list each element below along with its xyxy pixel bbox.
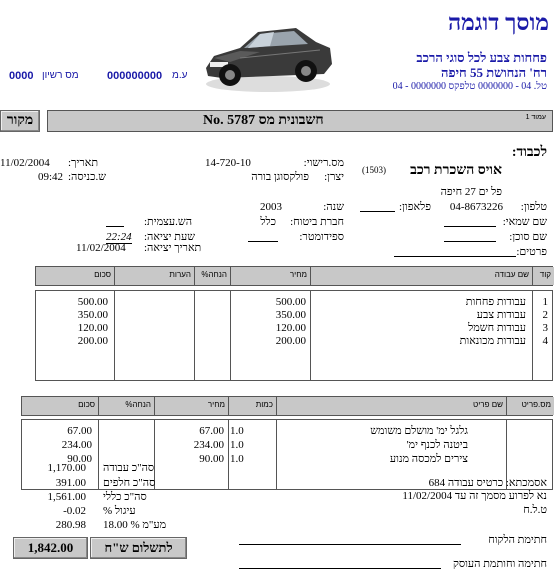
part-qty: 1.0	[230, 425, 244, 437]
plate-label: מס.רישוי:	[303, 157, 344, 169]
work-table-row	[36, 322, 552, 335]
total-overall-label: סה"כ כללי	[103, 491, 147, 503]
work-table-row	[36, 335, 552, 348]
part-price: 67.00	[199, 425, 224, 437]
work-header-total: סכום	[36, 267, 114, 285]
parts-header-qty: כמות	[228, 397, 276, 415]
mobile-label: פלאפון:	[399, 201, 431, 213]
part-total: 234.00	[61, 439, 92, 451]
work-header-notes: הערות	[114, 267, 194, 285]
license-label: מס רשיון	[42, 70, 79, 81]
part-name: צירים למכסה מנוע	[389, 453, 468, 465]
total-overall-value: 1,561.00	[47, 491, 86, 503]
company-tagline: פחחות צבע לכל סוגי הרכב	[416, 50, 547, 65]
work-price: 200.00	[275, 335, 306, 347]
vat-label: מע"מ % 18.00	[103, 519, 167, 531]
work-name: עבודות חשמל	[468, 322, 526, 334]
work-total: 200.00	[77, 335, 108, 347]
part-qty: 1.0	[230, 453, 244, 465]
license-number: 0000	[9, 70, 34, 82]
amount-due-box: 1,842.00	[13, 537, 88, 559]
maker-label: יצרן:	[324, 171, 344, 183]
original-button[interactable]: מקור	[0, 110, 40, 132]
part-name: גלגל ימ' מושלם משומש	[370, 425, 468, 437]
amount-due-label: לתשלום ש"ח	[90, 537, 187, 559]
parts-header-name: שם פריט	[276, 397, 506, 415]
parts-table-row	[22, 453, 552, 466]
customer-code: (1503)	[362, 165, 386, 175]
rounding-label: עיגול %	[103, 505, 136, 517]
parts-header-discount: הנחה%	[98, 397, 154, 415]
vat-value: 280.98	[55, 519, 86, 531]
parts-header-price: מחיר	[154, 397, 228, 415]
company-contact: טל. 04 - 0000000 טלפקס 0000000 - 04	[392, 81, 547, 92]
part-price: 90.00	[199, 453, 224, 465]
date-label: תאריך:	[68, 157, 99, 169]
entry-time-value: 09:42	[38, 171, 64, 183]
parts-table-row	[22, 425, 552, 438]
page-number: עמוד 1	[525, 114, 546, 121]
part-price: 234.00	[193, 439, 224, 451]
phone-label: טלפון:	[520, 201, 547, 213]
work-header-name: שם עבודה	[310, 267, 532, 285]
company-address: רח' הנחושת 55 חיפה	[441, 65, 547, 80]
customer-address: פל ים 27 חיפה	[440, 186, 502, 198]
year-value: 2003	[260, 201, 282, 213]
work-price: 350.00	[275, 309, 306, 321]
business-signature-label: חתימה וחותמת העוסק	[452, 558, 547, 570]
exit-date-label: תאריך יציאה:	[144, 242, 202, 254]
work-code: 3	[542, 322, 548, 334]
work-total: 120.00	[77, 322, 108, 334]
date-value: 11/02/2004	[0, 157, 50, 169]
total-work-label: סה"כ עבודה	[103, 462, 155, 474]
agent-label: שם סוכן:	[509, 231, 547, 243]
work-header-discount: הנחה%	[194, 267, 230, 285]
business-id-label: ע.מ	[172, 70, 188, 81]
appraiser-field	[444, 226, 496, 227]
invoice-title: חשבונית מס No. 5787	[203, 113, 324, 128]
odometer-label: ספידומטר:	[299, 231, 344, 243]
parts-table-header	[21, 396, 553, 416]
work-price: 500.00	[275, 296, 306, 308]
work-header-code: קוד	[532, 267, 554, 285]
part-name: ביטנה לכנף ימ'	[406, 439, 468, 451]
parts-table-row	[22, 439, 552, 452]
entry-time-label: ש.כניסה:	[68, 171, 107, 183]
total-parts-label: סה"כ חלפים	[103, 477, 156, 489]
parts-header-total: סכום	[22, 397, 98, 415]
work-code: 2	[542, 309, 548, 321]
invoice-title-bar	[47, 110, 553, 132]
work-table-row	[36, 309, 552, 322]
maker-value: פולקסוגן בורה	[251, 171, 309, 183]
part-qty: 1.0	[230, 439, 244, 451]
work-code: 4	[542, 335, 548, 347]
company-name: מוסך דוגמה	[447, 10, 549, 35]
phone-value: 04-8673226	[449, 201, 503, 213]
agent-field	[444, 241, 496, 242]
to-label: לכבוד:	[511, 145, 547, 160]
insurer-value: כלל	[260, 216, 276, 228]
rounding-value: -0.02	[63, 505, 86, 517]
details-field	[394, 256, 516, 257]
details-label: פרטים:	[516, 246, 547, 258]
work-code: 1	[542, 296, 548, 308]
note-ebe: ט.ל.ח	[523, 504, 547, 516]
exit-time-label: שעת יציאה:	[144, 231, 195, 243]
customer-signature-label: חתימת הלקוח	[488, 534, 547, 546]
plate-value: 14-720-10	[205, 157, 251, 169]
car-logo-image	[200, 18, 335, 96]
work-total: 500.00	[77, 296, 108, 308]
customer-name: אויס השכרת רכב	[410, 163, 502, 178]
work-name: עבודות צבע	[476, 309, 526, 321]
appraiser-label: שם שמאי:	[502, 216, 547, 228]
year-label: שנה:	[323, 201, 344, 213]
odometer-field	[248, 241, 278, 242]
note-due-date: נא לפרוע מסמך זה עד 11/02/2004	[402, 490, 547, 502]
self-part-label: הש.עצמית:	[144, 216, 193, 228]
note-reference: אסמכתא: כרטיס עבודה 684	[428, 477, 547, 489]
business-signature-line	[239, 568, 441, 569]
total-work-value: 1,170.00	[47, 462, 86, 474]
customer-signature-line	[239, 544, 461, 545]
work-table	[35, 290, 553, 381]
work-price: 120.00	[275, 322, 306, 334]
part-total: 90.00	[67, 453, 92, 465]
work-header-price: מחיר	[230, 267, 310, 285]
work-table-header	[35, 266, 553, 286]
mobile-field	[360, 211, 395, 212]
work-total: 350.00	[77, 309, 108, 321]
work-name: עבודות מכונאות	[459, 335, 526, 347]
work-name: עבודות פחחות	[465, 296, 526, 308]
work-table-row	[36, 296, 552, 309]
part-total: 67.00	[67, 425, 92, 437]
exit-time-value: 22:24	[106, 231, 132, 243]
business-id: 000000000	[107, 70, 163, 82]
total-parts-value: 391.00	[55, 477, 86, 489]
parts-header-partno: מס.פריט	[506, 397, 554, 415]
insurer-label: חברת ביטוח:	[290, 216, 344, 228]
self-part-field	[106, 226, 124, 227]
exit-date-value: 11/02/2004	[76, 242, 126, 254]
